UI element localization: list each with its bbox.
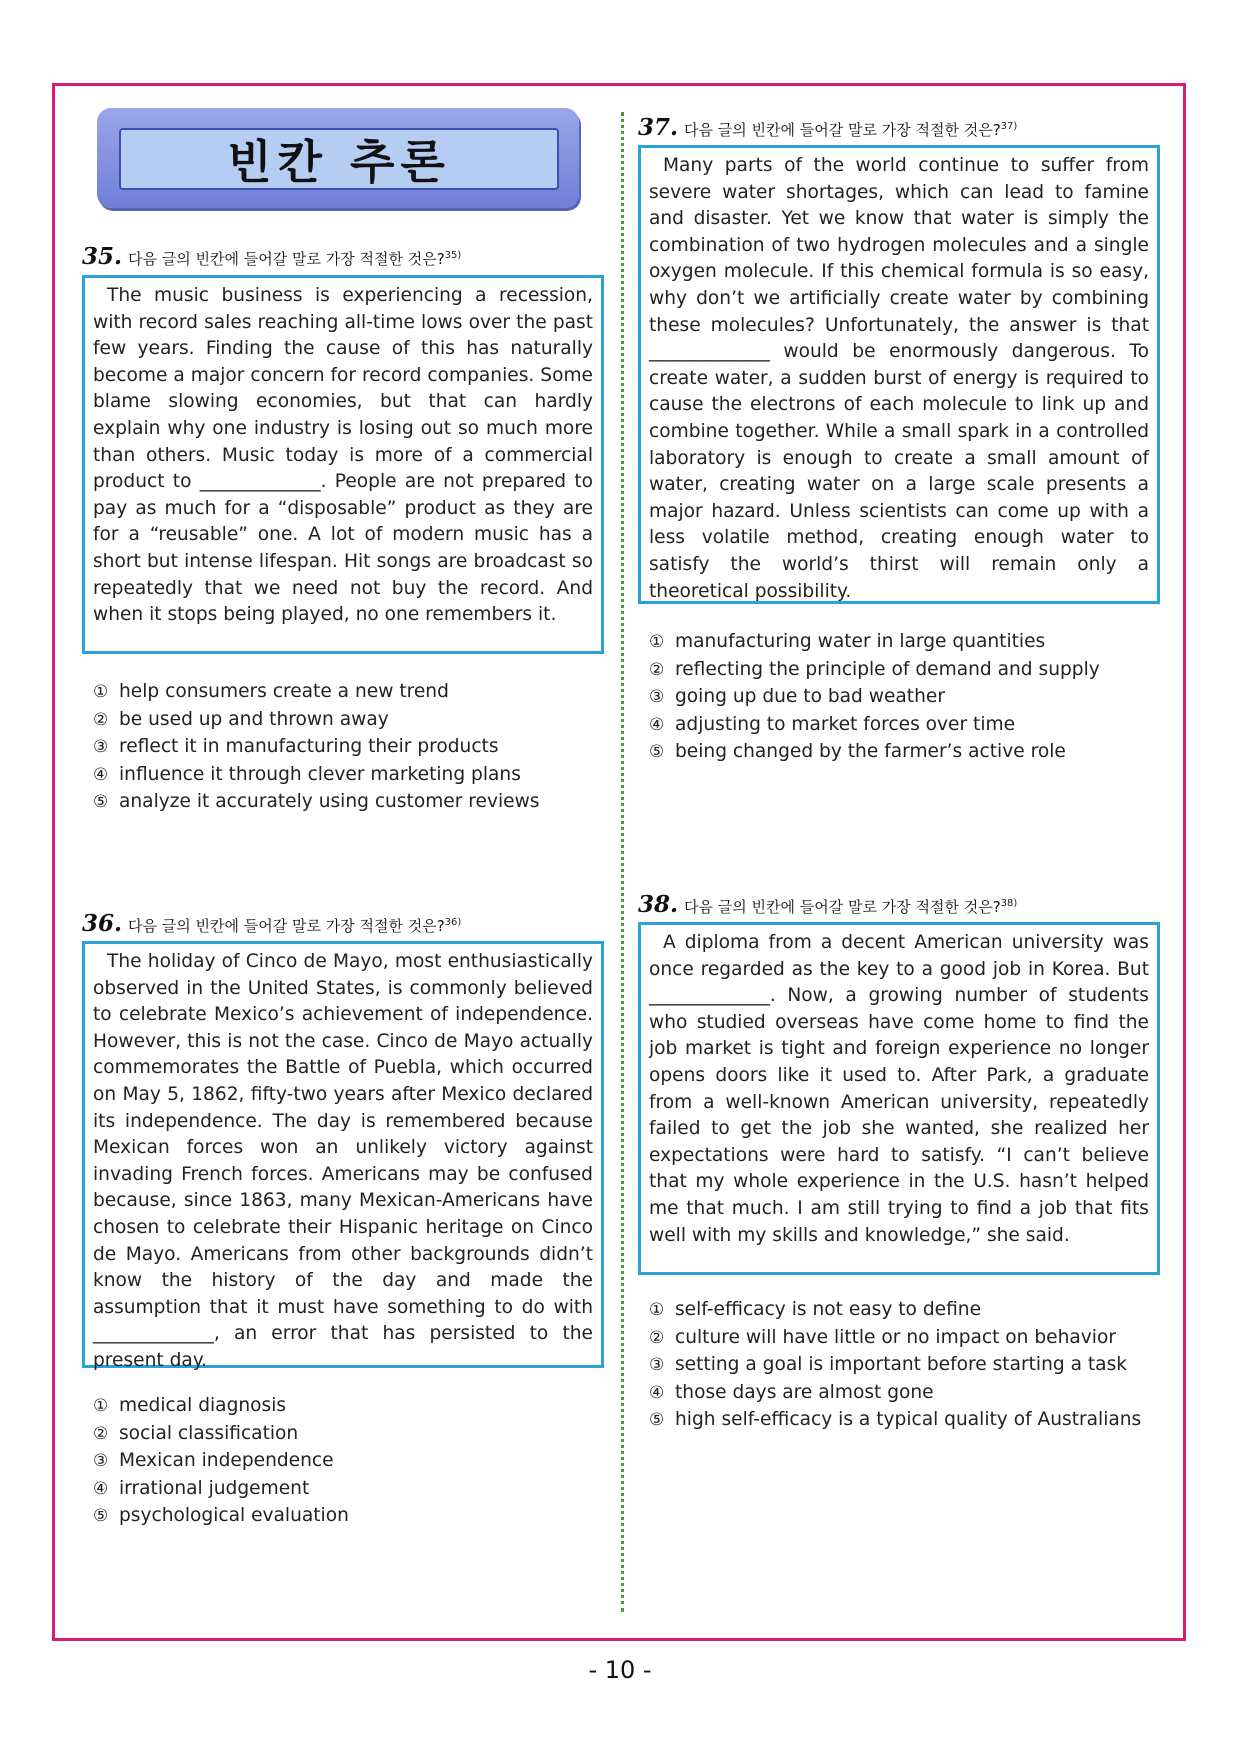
choice-mark: ①	[649, 632, 665, 652]
passage-text: The holiday of Cinco de Mayo, most enthusiastically observed in the United States, is commonly believed to celebrate Mexico’s achievement of independence. However, this is not the case. Cinco de Mayo actually commemorates the Battle of Puebla, which occurred on May 5, 1862, fifty-two years after Mexico declared its independence. The day is remembered because Mexican forces won an unlikely victory against invading French forces. Americans may be confused because, since 1863, many Mexican-Americans have chosen to celebrate their Hispanic heritage on Cinco de Mayo. Americans from other backgrounds didn’t know the history of the day and made the assumption that it must have something to do with _____________, an error that has persisted to the present day.	[93, 951, 593, 1371]
question-38-passage	[638, 922, 1160, 1275]
choice-text: medical diagnosis	[119, 1395, 287, 1416]
choice-mark: ①	[93, 682, 109, 702]
choice-text: adjusting to market forces over time	[675, 713, 1016, 735]
question-36-passage	[82, 941, 604, 1371]
choice-mark: ④	[93, 1478, 109, 1499]
choice-item[interactable]	[93, 788, 539, 816]
choice-text: self-efficacy is not easy to define	[675, 1299, 982, 1320]
question-number: 37.	[638, 114, 679, 141]
choice-item[interactable]	[93, 1447, 349, 1475]
choice-mark: ②	[93, 1423, 109, 1444]
question-reference: 36)	[444, 917, 462, 928]
choice-text: Mexican independence	[119, 1450, 334, 1471]
question-37-passage	[638, 145, 1160, 604]
choice-item[interactable]	[93, 733, 539, 761]
choice-item[interactable]	[93, 1392, 349, 1420]
section-title-banner	[97, 108, 579, 208]
choice-mark: ④	[649, 714, 665, 735]
choice-mark: ②	[649, 659, 665, 680]
question-37-header	[638, 114, 1017, 141]
choice-item[interactable]	[93, 1420, 349, 1448]
choice-item[interactable]	[649, 711, 1100, 739]
choice-text: setting a goal is important before starting a task	[675, 1354, 1128, 1375]
question-35-header	[82, 243, 461, 270]
section-title-box	[119, 128, 559, 190]
choice-mark: ③	[93, 1451, 109, 1471]
choice-mark: ⑤	[93, 1506, 109, 1526]
choice-item[interactable]	[93, 1502, 349, 1530]
choice-item[interactable]	[649, 1406, 1141, 1434]
choice-mark: ④	[93, 764, 109, 785]
column-divider	[621, 112, 624, 1612]
choice-mark: ①	[93, 1396, 109, 1416]
question-35-passage	[82, 275, 604, 654]
page-number: - 10 -	[588, 1656, 652, 1684]
question-38-header	[638, 891, 1017, 918]
choice-item[interactable]	[649, 1379, 1141, 1407]
choice-text: reflecting the principle of demand and supply	[675, 658, 1100, 680]
choice-mark: ③	[649, 1355, 665, 1375]
choice-item[interactable]	[649, 738, 1100, 766]
choice-text: influence it through clever marketing plans	[119, 763, 521, 785]
question-reference: 38)	[1000, 898, 1018, 909]
section-title: 빈칸 추론	[227, 135, 451, 189]
choice-mark: ⑤	[93, 792, 109, 812]
choice-text: irrational judgement	[119, 1477, 310, 1499]
question-37-choices	[649, 628, 1100, 766]
choice-text: manufacturing water in large quantities	[675, 631, 1046, 652]
choice-item[interactable]	[649, 1324, 1141, 1352]
choice-item[interactable]	[649, 1296, 1141, 1324]
choice-text: going up due to bad weather	[675, 686, 945, 707]
choice-text: culture will have little or no impact on behavior	[675, 1326, 1116, 1348]
choice-text: analyze it accurately using customer reviews	[119, 791, 540, 812]
question-number: 38.	[638, 891, 679, 918]
question-prompt: 다음 글의 빈칸에 들어갈 말로 가장 적절한 것은?	[684, 898, 1001, 916]
question-38-choices	[649, 1296, 1141, 1434]
choice-item[interactable]	[649, 656, 1100, 684]
choice-mark: ②	[649, 1327, 665, 1348]
choice-item[interactable]	[93, 761, 539, 789]
choice-item[interactable]	[649, 628, 1100, 656]
choice-text: high self-efficacy is a typical quality of Australians	[675, 1409, 1142, 1430]
passage-text: Many parts of the world continue to suffer from severe water shortages, which can lead to famine and disaster. Yet we know that water is simply the combination of two hydrogen molecules and a single oxygen molecule. If this chemical formula is so easy, why don’t we artificially create water by combining these molecules? Unfortunately, the answer is that _____________ would be enormously dangerous. To create water, a sudden burst of energy is required to cause the electrons of each molecule to link up and combine together. While a small spark in a controlled laboratory is enough to create a small amount of water, creating water on a large scale presents a major hazard. Unless scientists can come up with a less volatile method, creating enough water to satisfy the world’s thirst will remain only a theoretical possibility.	[649, 155, 1149, 602]
choice-item[interactable]	[649, 683, 1100, 711]
passage-text: A diploma from a decent American university was once regarded as the key to a good job in Korea. But _____________. Now, a growing number of students who studied overseas have come home to find the job market is tight and foreign experience no longer opens doors like it used to. After Park, a graduate from a well-known American university, repeatedly failed to get the job she wanted, she realized her expectations were hard to satisfy. “I can’t believe that my whole experience in the U.S. hasn’t helped me that much. I am still trying to find a job that fits well with my skills and knowledge,” she said.	[649, 932, 1149, 1246]
choice-mark: ⑤	[649, 1410, 665, 1430]
choice-text: help consumers create a new trend	[119, 681, 449, 702]
choice-mark: ③	[93, 737, 109, 757]
choice-mark: ①	[649, 1300, 665, 1320]
question-36-choices	[93, 1392, 349, 1530]
choice-text: psychological evaluation	[119, 1505, 349, 1526]
choice-mark: ②	[93, 709, 109, 730]
question-number: 36.	[82, 910, 123, 937]
passage-text: The music business is experiencing a recession, with record sales reaching all-time lows over the past few years. Finding the cause of this has naturally become a major concern for record companies. Some blame slowing economies, but that can hardly explain why one industry is losing out so much more than others. Music today is more of a commercial product to _____________. People are not prepared to pay as much for a “disposable” product as they are for a “reusable” one. A lot of modern music has a short but intense lifespan. Hit songs are broadcast so repeatedly that we need not buy the record. And when it stops being played, no one remembers it.	[93, 285, 593, 626]
choice-mark: ④	[649, 1382, 665, 1403]
question-reference: 35)	[444, 250, 462, 261]
question-36-header	[82, 910, 461, 937]
choice-item[interactable]	[93, 678, 539, 706]
choice-text: be used up and thrown away	[119, 708, 389, 730]
choice-text: social classification	[119, 1422, 299, 1444]
choice-item[interactable]	[649, 1351, 1141, 1379]
choice-text: being changed by the farmer’s active role	[675, 741, 1066, 762]
question-prompt: 다음 글의 빈칸에 들어갈 말로 가장 적절한 것은?	[684, 121, 1001, 139]
choice-text: reflect it in manufacturing their products	[119, 736, 499, 757]
choice-mark: ③	[649, 687, 665, 707]
choice-mark: ⑤	[649, 742, 665, 762]
question-reference: 37)	[1000, 121, 1018, 132]
choice-item[interactable]	[93, 706, 539, 734]
question-number: 35.	[82, 243, 123, 270]
choice-item[interactable]	[93, 1475, 349, 1503]
choice-text: those days are almost gone	[675, 1381, 934, 1403]
question-prompt: 다음 글의 빈칸에 들어갈 말로 가장 적절한 것은?	[128, 250, 445, 268]
question-prompt: 다음 글의 빈칸에 들어갈 말로 가장 적절한 것은?	[128, 917, 445, 935]
question-35-choices	[93, 678, 539, 816]
